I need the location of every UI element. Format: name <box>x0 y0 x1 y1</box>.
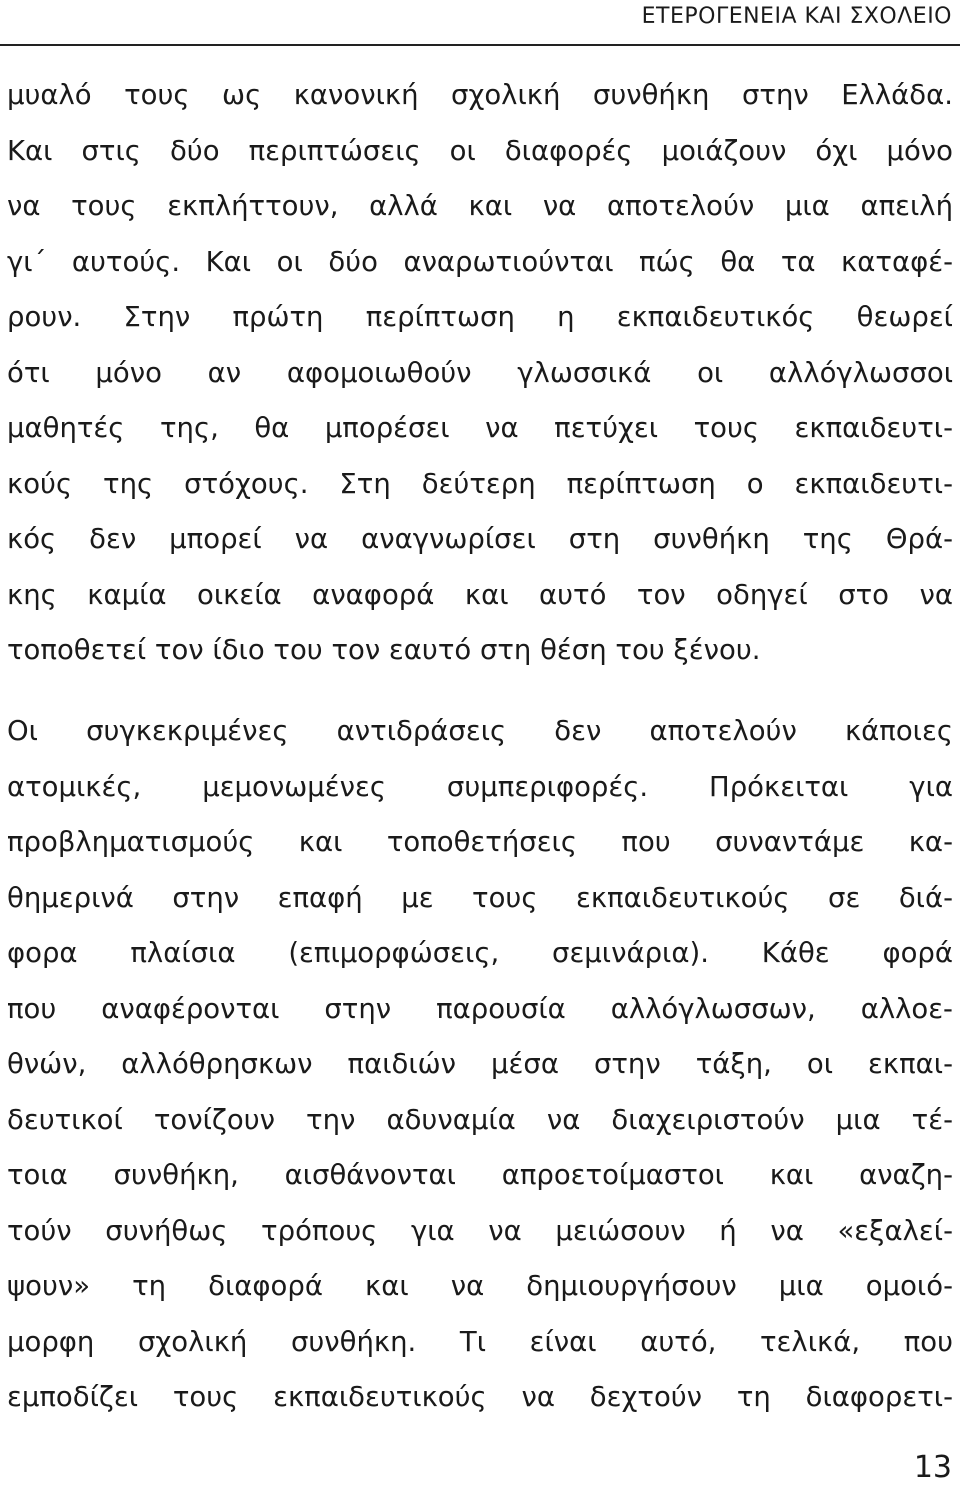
text-line: κός δεν μπορεί να αναγνωρίσει στη συνθήκη της Θρά- <box>7 523 953 555</box>
text-line: ότι μόνο αν αφομοιωθούν γλωσσικά οι αλλόγλωσσοι <box>7 356 953 389</box>
text-line: θνών, αλλόθρησκων παιδιών μέσα στην τάξη, οι εκπαι- <box>7 1048 953 1080</box>
text-line: ρουν. Στην πρώτη περίπτωση η εκπαιδευτικός θεωρεί <box>7 301 953 333</box>
text-line: θημερινά στην επαφή με τους εκπαιδευτικούς σε διά- <box>7 881 953 914</box>
text-line: μαθητές της, θα μπορέσει να πετύχει τους εκπαιδευτι- <box>7 412 953 444</box>
text-line: εμποδίζει τους εκπαιδευτικούς να δεχτούν τη διαφορετι- <box>7 1381 953 1413</box>
text-line: Και στις δύο περιπτώσεις οι διαφορές μοιάζουν όχι μόνο <box>7 134 953 167</box>
text-line: Οι συγκεκριμένες αντιδράσεις δεν αποτελούν κάποιες <box>7 715 953 747</box>
text-line: κούς της στόχους. Στη δεύτερη περίπτωση ο εκπαιδευτι- <box>7 467 953 500</box>
text-line: ατομικές, μεμονωμένες συμπεριφορές. Πρόκειται για <box>7 770 953 803</box>
text-line: δευτικοί τονίζουν την αδυναμία να διαχειριστούν μια τέ- <box>7 1103 953 1136</box>
text-line: προβληματισμούς και τοποθετήσεις που συναντάμε κα- <box>7 826 953 858</box>
text-line: τοποθετεί τον ίδιο του τον εαυτό στη θέση του ξένου. <box>7 634 761 666</box>
header-rule <box>0 44 960 46</box>
text-line: τοια συνθήκη, αισθάνονται απροετοίμαστοι και αναζη- <box>7 1159 953 1191</box>
paragraph-2 <box>7 704 953 1426</box>
text-line: γι΄ αυτούς. Και οι δύο αναρωτιούνται πώς θα τα καταφέ- <box>7 245 953 278</box>
text-line: μορφη σχολική συνθήκη. Τι είναι αυτό, τελικά, που <box>7 1325 953 1358</box>
text-line: που αναφέρονται στην παρουσία αλλόγλωσσων, αλλοε- <box>7 992 953 1025</box>
text-line: τούν συνήθως τρόπους για να μειώσουν ή να «εξαλεί- <box>7 1214 953 1247</box>
page-number: 13 <box>913 1450 952 1485</box>
text-line: να τους εκπλήττουν, αλλά και να αποτελούν μια απειλή <box>7 190 953 222</box>
text-line: φορα πλαίσια (επιμορφώσεις, σεμινάρια). Κάθε φορά <box>7 937 953 969</box>
paragraph-1 <box>7 68 953 679</box>
text-line: κης καμία οικεία αναφορά και αυτό τον οδηγεί στο να <box>7 578 953 611</box>
text-line: ψουν» τη διαφορά και να δημιουργήσουν μια ομοιό- <box>7 1270 953 1302</box>
text-line: μυαλό τους ως κανονική σχολική συνθήκη στην Ελλάδα. <box>7 79 953 111</box>
running-header: ΕΤΕΡΟΓΕΝΕΙΑ ΚΑΙ ΣΧΟΛΕΙΟ <box>641 4 952 29</box>
